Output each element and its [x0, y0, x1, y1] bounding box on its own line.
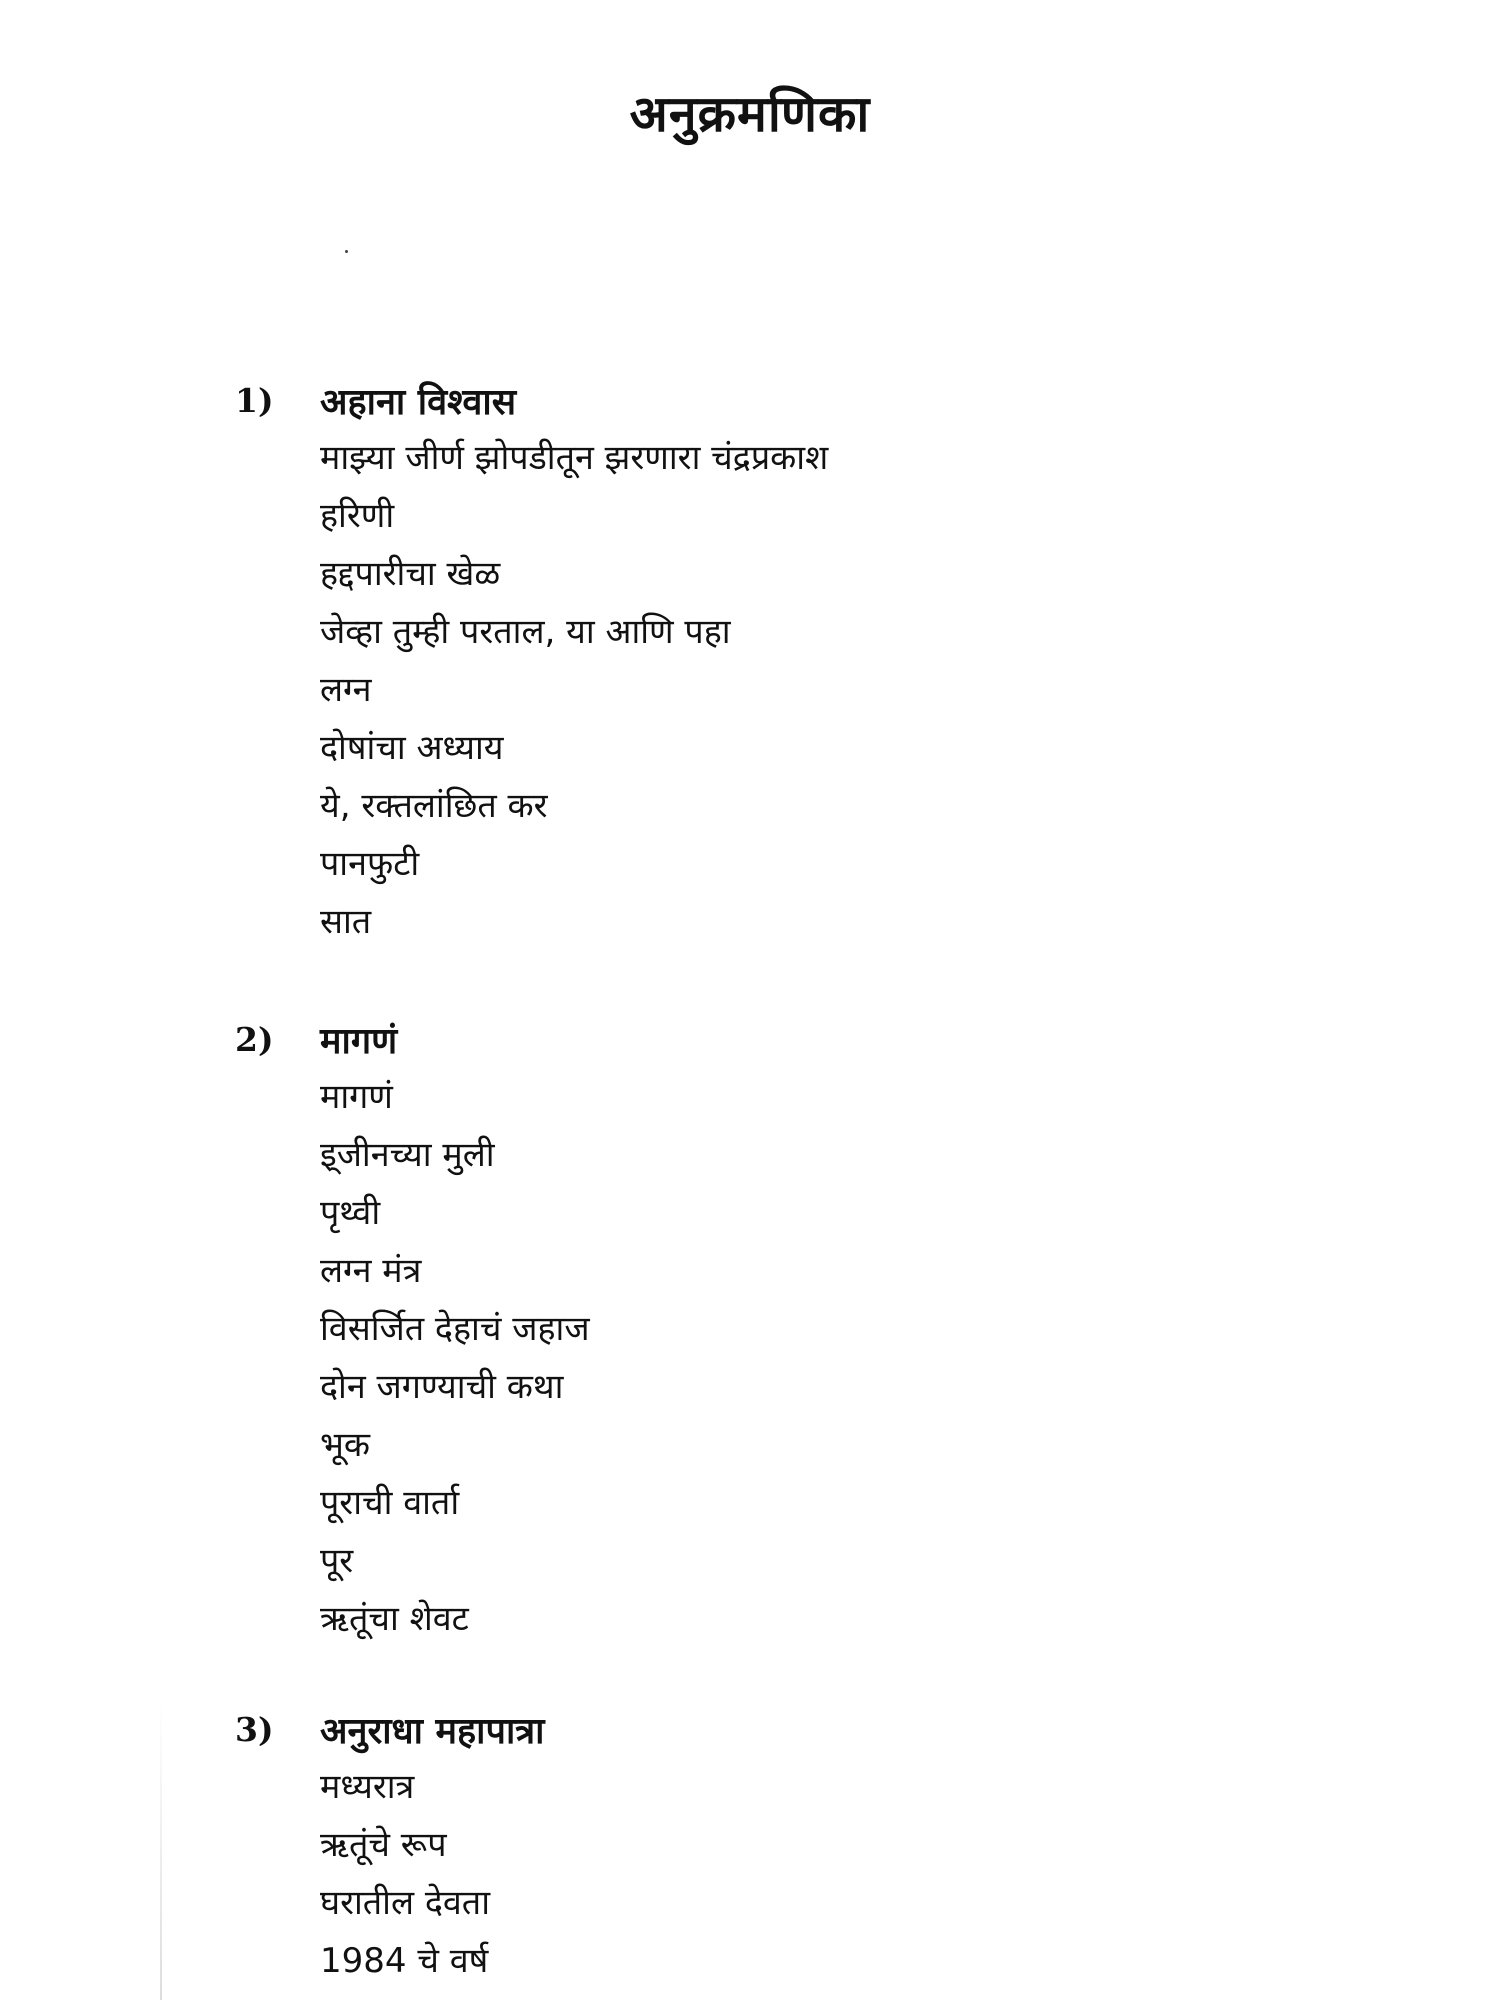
- section-header: [235, 378, 828, 422]
- toc-entry: हरिणी: [320, 496, 395, 536]
- section-number: 2): [235, 1019, 274, 1059]
- toc-entry: सात: [320, 902, 372, 942]
- section-header: [235, 1017, 590, 1061]
- toc-section-1: [235, 378, 828, 958]
- toc-entry: जेव्हा तुम्ही परताल, या आणि पहा: [320, 612, 731, 652]
- toc-entry: विसर्जित देहाचं जहाज: [320, 1309, 590, 1349]
- page-title: अनुक्रमणिका: [629, 85, 871, 143]
- section-heading: अनुराधा महापात्रा: [320, 1710, 545, 1752]
- scan-speck: [345, 250, 348, 253]
- toc-entry: माझ्या जीर्ण झोपडीतून झरणारा चंद्रप्रकाश: [320, 438, 829, 478]
- toc-entry: पूराची वार्ता: [320, 1483, 460, 1523]
- toc-entry: घरातील देवता: [320, 1883, 490, 1923]
- toc-entry: मध्यरात्र: [320, 1767, 415, 1807]
- section-entries: [320, 1075, 590, 1655]
- section-entries: [320, 1765, 544, 1997]
- toc-entry: ये, रक्तलांछित कर: [320, 786, 548, 826]
- section-number: 1): [235, 380, 274, 420]
- section-header: [235, 1707, 544, 1751]
- toc-entry: लग्न मंत्र: [320, 1251, 422, 1291]
- toc-entry: 1984 चे वर्ष: [320, 1941, 489, 1981]
- toc-entry: लग्न: [320, 670, 372, 710]
- toc-entry: ऋतूंचे रूप: [320, 1825, 447, 1865]
- toc-entry: पूर: [320, 1541, 354, 1581]
- toc-section-2: [235, 1017, 590, 1655]
- section-number: 3): [235, 1709, 274, 1749]
- toc-entry: दोन जगण्याची कथा: [320, 1367, 564, 1407]
- toc-entry: मागणं: [320, 1077, 393, 1117]
- section-heading: मागणं: [320, 1020, 398, 1062]
- toc-entry: ऋतूंचा शेवट: [320, 1599, 469, 1639]
- toc-entry: इ्जीनच्या मुली: [320, 1135, 495, 1175]
- section-entries: [320, 436, 828, 958]
- toc-entry: दोषांचा अध्याय: [320, 728, 504, 768]
- section-heading: अहाना विश्वास: [320, 381, 517, 423]
- scan-edge-shadow: [160, 1700, 162, 2000]
- toc-entry: पृथ्वी: [320, 1193, 381, 1233]
- toc-section-3: [235, 1707, 544, 1997]
- toc-entry: हद्दपारीचा खेळ: [320, 554, 501, 594]
- toc-entry: पानफुटी: [320, 844, 420, 884]
- toc-entry: भूक: [320, 1425, 371, 1465]
